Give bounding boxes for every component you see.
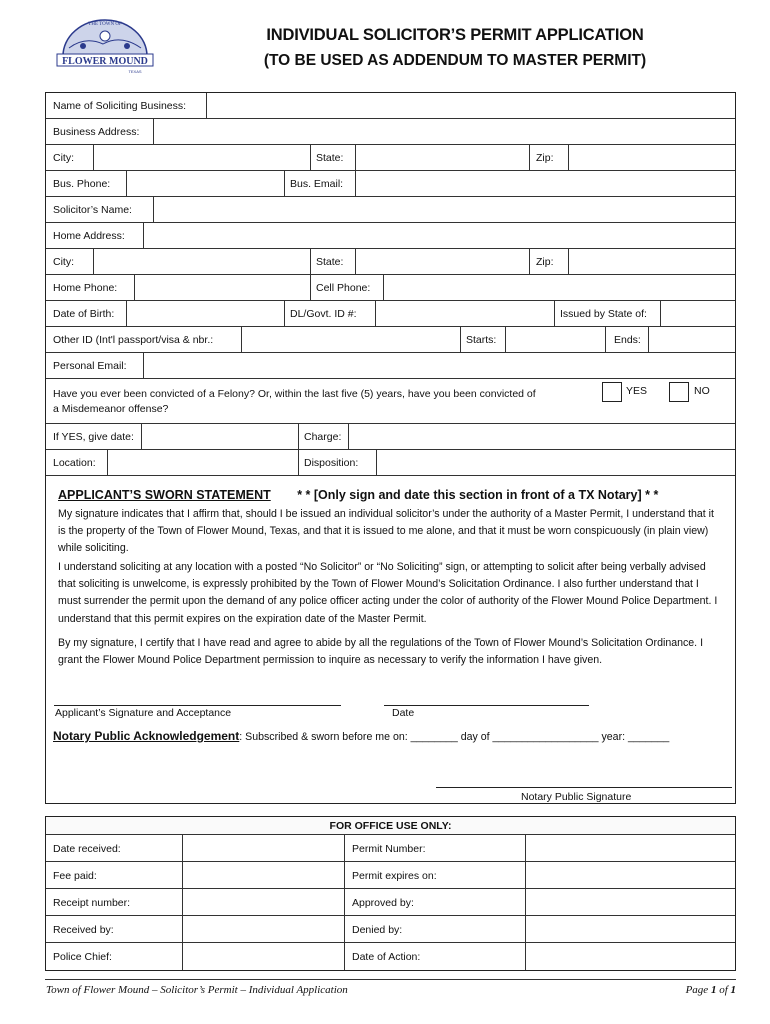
statement-paragraph-1: My signature indicates that I affirm that, should I be issued an individual solicitor’s under the authority of a Master Permit, I understand that it is the property of the Town of Flower Mound, Texas, and that it is issued to me alone, and that it must be worn conspicuously (in plain view) while soliciting. [58, 508, 714, 555]
statement-paragraph-3: By my signature, I certify that I have read and agree to abide by all the regulations of the Town of Flower Mound’s Solicitation Ordinance. I grant the Flower Mound Police Department permission to inquire as necessary to verify the information I have given. [58, 637, 704, 667]
applicant-signature-line[interactable] [54, 705, 341, 706]
dl-id-field[interactable] [375, 301, 376, 326]
business-address-label: Business Address: [53, 126, 140, 138]
footer-divider [45, 979, 736, 980]
date-received-field[interactable] [183, 835, 345, 861]
zip-label: Zip: [536, 152, 554, 164]
cell-phone-label: Cell Phone: [316, 282, 371, 294]
starts-field[interactable] [505, 327, 506, 352]
state-label: State: [316, 152, 344, 164]
town-logo [55, 18, 155, 74]
home-phone-label: Home Phone: [53, 282, 118, 294]
row-home-city [46, 249, 735, 275]
table-row [46, 862, 735, 889]
solicitor-name-field[interactable] [153, 197, 154, 222]
starts-label: Starts: [466, 334, 497, 346]
received-by-field[interactable] [183, 916, 345, 942]
table-row [46, 916, 735, 943]
police-chief-label: Police Chief: [46, 943, 183, 970]
ends-field[interactable] [648, 327, 649, 352]
zip-field[interactable] [568, 145, 569, 170]
home-address-label: Home Address: [53, 230, 125, 242]
personal-email-label: Personal Email: [53, 360, 127, 372]
row-phones [46, 275, 735, 301]
permit-expires-field[interactable] [526, 862, 735, 888]
received-by-label: Received by: [46, 916, 183, 942]
table-row [46, 943, 735, 970]
receipt-number-field[interactable] [183, 889, 345, 915]
no-label: NO [694, 385, 710, 397]
home-zip-field[interactable] [568, 249, 569, 274]
if-yes-date-field[interactable] [141, 424, 142, 449]
date-received-label: Date received: [46, 835, 183, 861]
date-of-action-label: Date of Action: [345, 943, 526, 970]
denied-by-label: Denied by: [345, 916, 526, 942]
charge-label: Charge: [304, 431, 342, 443]
no-checkbox[interactable] [669, 382, 689, 402]
fee-paid-label: Fee paid: [46, 862, 183, 888]
notary-acknowledgement [53, 729, 669, 743]
notary-signature-line[interactable] [436, 787, 732, 788]
dl-id-label: DL/Govt. ID #: [290, 308, 357, 320]
logo-name: FLOWER MOUND [62, 56, 148, 67]
business-name-field[interactable] [206, 93, 207, 118]
other-id-field[interactable] [241, 327, 242, 352]
receipt-number-label: Receipt number: [46, 889, 183, 915]
yes-checkbox[interactable] [602, 382, 622, 402]
permit-expires-label: Permit expires on: [345, 862, 526, 888]
yes-label: YES [626, 385, 648, 397]
permit-number-label: Permit Number: [345, 835, 526, 861]
row-identification [46, 301, 735, 327]
notary-instruction: * * [Only sign and date this section in front of a TX Notary] * * [297, 488, 659, 502]
date-of-action-field[interactable] [526, 943, 735, 970]
disposition-label: Disposition: [304, 457, 359, 469]
cell-phone-field[interactable] [383, 275, 384, 300]
home-address-field[interactable] [143, 223, 144, 248]
home-city-label: City: [53, 256, 74, 268]
date-signature-line[interactable] [384, 705, 589, 706]
bus-phone-label: Bus. Phone: [53, 178, 111, 190]
row-business-name [46, 93, 735, 119]
row-conviction-location [46, 450, 735, 476]
sworn-statement-heading: APPLICANT’S SWORN STATEMENT [58, 488, 271, 502]
approved-by-label: Approved by: [345, 889, 526, 915]
other-id-label: Other ID (Int'l passport/visa & nbr.: [53, 334, 214, 346]
applicant-signature-label: Applicant’s Signature and Acceptance [55, 707, 232, 719]
row-conviction-date [46, 424, 735, 450]
table-row [46, 889, 735, 916]
fee-paid-field[interactable] [183, 862, 345, 888]
row-conviction-question [46, 379, 735, 424]
felony-question-line2: a Misdemeanor offense? [53, 403, 169, 415]
home-city-field[interactable] [93, 249, 94, 274]
business-name-label: Name of Soliciting Business: [53, 100, 187, 112]
solicitor-name-label: Solicitor’s Name: [53, 204, 132, 216]
row-personal-email [46, 353, 735, 379]
logo-state: TEXAS [128, 69, 142, 74]
row-business-city [46, 145, 735, 171]
logo-top-text: THE TOWN OF [88, 22, 122, 27]
business-address-field[interactable] [153, 119, 154, 144]
notary-signature-label: Notary Public Signature [521, 791, 632, 803]
statement-paragraph-2: I understand soliciting at any location with a posted “No Solicitor” or “No Soliciting” sign, or attempting to solicit after being verbally advised that soliciting is unwelcome, is expressly prohibited by the Town of Flower Mound’s Solicitation Ordinance. I also further understand that I must surrender the permit upon the demand of any police officer acting under the color of authority of the Flower Mound Police Department. I understand that this permit expires on the expiration date of the Master Permit. [58, 561, 718, 625]
footer-page-number: Page 1 of 1 [685, 984, 736, 996]
table-row [46, 835, 735, 862]
police-chief-field[interactable] [183, 943, 345, 970]
bus-email-field[interactable] [355, 171, 356, 196]
notary-heading: Notary Public Acknowledgement [53, 729, 240, 743]
row-other-id [46, 327, 735, 353]
date-label: Date [392, 707, 415, 719]
notary-text: : Subscribed & sworn before me on: ________ day of __________________ year: _______ [239, 731, 670, 743]
footer-doc-title: Town of Flower Mound – Solicitor’s Permit – Individual Application [46, 984, 348, 996]
home-state-label: State: [316, 256, 344, 268]
city-field[interactable] [93, 145, 94, 170]
location-field[interactable] [107, 450, 108, 475]
if-yes-label: If YES, give date: [53, 431, 134, 443]
denied-by-field[interactable] [526, 916, 735, 942]
row-solicitor-name [46, 197, 735, 223]
state-field[interactable] [355, 145, 356, 170]
issued-by-field[interactable] [660, 301, 661, 326]
office-use-heading: FOR OFFICE USE ONLY: [329, 820, 452, 832]
home-zip-label: Zip: [536, 256, 554, 268]
home-state-field[interactable] [355, 249, 356, 274]
application-form [45, 92, 736, 804]
bus-email-label: Bus. Email: [290, 178, 344, 190]
ends-label: Ends: [614, 334, 641, 346]
approved-by-field[interactable] [526, 889, 735, 915]
issued-by-label: Issued by State of: [560, 308, 647, 320]
bus-phone-field[interactable] [126, 171, 127, 196]
felony-question-line1: Have you ever been convicted of a Felony? Or, within the last five (5) years, have you been convicted of [53, 388, 536, 400]
personal-email-field[interactable] [143, 353, 144, 378]
page-subtitle: (TO BE USED AS ADDENDUM TO MASTER PERMIT) [263, 52, 647, 69]
charge-field[interactable] [348, 424, 349, 449]
location-label: Location: [53, 457, 96, 469]
dob-field[interactable] [126, 301, 127, 326]
page-title: INDIVIDUAL SOLICITOR’S PERMIT APPLICATION [266, 26, 644, 44]
permit-number-field[interactable] [526, 835, 735, 861]
city-label: City: [53, 152, 74, 164]
row-home-address [46, 223, 735, 249]
office-use-heading-row [46, 817, 735, 835]
home-phone-field[interactable] [134, 275, 135, 300]
row-business-phone [46, 171, 735, 197]
dob-label: Date of Birth: [53, 308, 115, 320]
row-business-address [46, 119, 735, 145]
disposition-field[interactable] [376, 450, 377, 475]
office-use-table [45, 816, 736, 971]
